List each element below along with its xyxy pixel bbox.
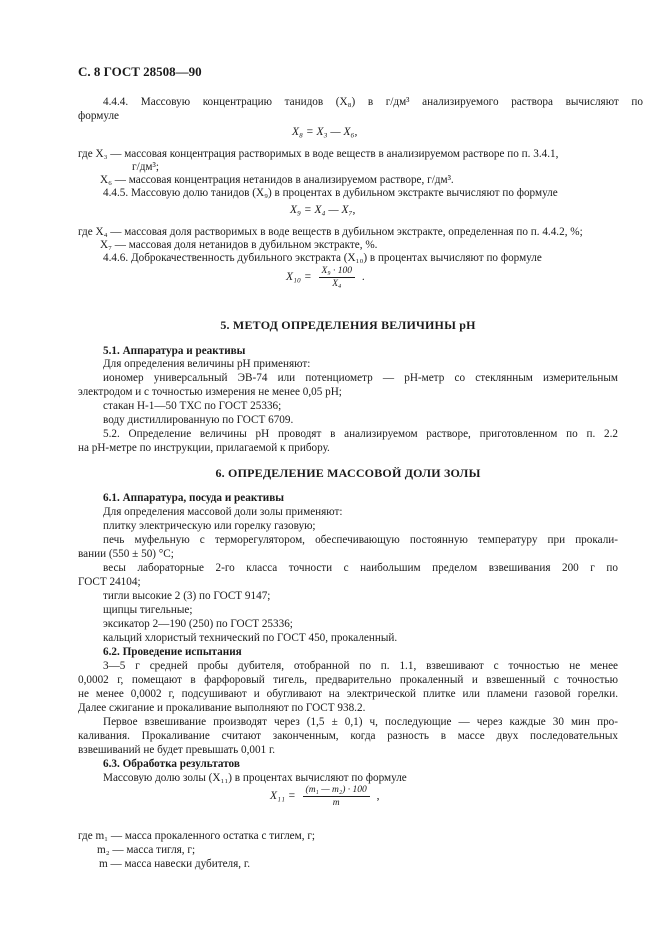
formula-tail: ,: [376, 790, 380, 803]
where-line: X₆ — массовая концентрация нетанидов в анализируемом растворе, г/дм³.: [100, 174, 454, 186]
formula-x11: [270, 785, 380, 808]
paragraph-text: иономер универсальный ЭВ-74 или потенциометр — pH-метр со стеклянным измерительным: [103, 372, 618, 384]
section-6-heading: 6. ОПРЕДЕЛЕНИЕ МАССОВОЙ ДОЛИ ЗОЛЫ: [215, 466, 481, 480]
paragraph-text: кальций хлористый технический по ГОСТ 450, прокаленный.: [103, 632, 398, 644]
paragraph-4-4-4: 4.4.4. Массовую концентрацию танидов (X₈) в г/дм³ анализируемого раствора вычисляют по: [103, 96, 643, 108]
formula-x8: X₈ = X₃ — X₆,: [292, 126, 358, 138]
formula-x10: [286, 266, 365, 289]
paragraph-text: 0,0002 г, помещают в фарфоровый тигель, предварительно прокаленный и взвешенный с точностью: [78, 674, 618, 686]
where-line: m — масса навески дубителя, г.: [99, 858, 250, 870]
paragraph-text: на pH-метре по инструкции, прилагаемой к прибору.: [78, 442, 330, 454]
paragraph-text: Для определения массовой доли золы применяют:: [103, 506, 343, 518]
paragraph-text: воду дистиллированную по ГОСТ 6709.: [103, 414, 294, 426]
fraction: [303, 785, 370, 808]
where-line: где X₃ — массовая концентрация растворимых в воде веществ в анализируемом растворе по п. 3.4.1,: [78, 148, 559, 160]
paragraph-text: 3—5 г средней пробы дубителя, отобранной по п. 1.1, взвешивают с точностью не менее: [103, 660, 618, 672]
paragraph-text: Первое взвешивание производят через (1,5 ± 0,1) ч, последующие — через каждые 30 мин про-: [103, 716, 618, 728]
fraction: [319, 266, 355, 289]
where-line: m₂ — масса тигля, г;: [97, 844, 196, 856]
subsection-6-3-heading: 6.3. Обработка результатов: [103, 758, 240, 770]
paragraph-text: Массовую долю золы (X₁₁) в процентах вычисляют по формуле: [103, 772, 407, 784]
where-line: где m₁ — масса прокаленного остатка с тиглем, г;: [78, 830, 316, 842]
subsection-6-1-heading: 6.1. Аппаратура, посуда и реактивы: [103, 492, 285, 504]
where-line: X₇ — массовая доля нетанидов в дубильном экстракте, %.: [100, 239, 378, 251]
paragraph-5-2: 5.2. Определение величины pH проводят в анализируемом растворе, приготовленном по п. 2.2: [103, 428, 618, 440]
formula-x9: X₉ = X₄ — X₇,: [290, 204, 356, 216]
paragraph-text: вании (550 ± 50) °С;: [78, 548, 174, 560]
formula-lhs: X₁₁ =: [270, 790, 296, 803]
paragraph-text: печь муфельную с терморегулятором, обеспечивающую постоянную температуру при прокали-: [103, 534, 618, 546]
paragraph-text: тигли высокие 2 (3) по ГОСТ 9147;: [103, 590, 271, 602]
subsection-6-2-heading: 6.2. Проведение испытания: [103, 646, 242, 658]
paragraph-text: ГОСТ 24104;: [78, 576, 141, 588]
fraction-numerator: X₉ · 100: [319, 266, 355, 278]
paragraph-text: формуле: [78, 110, 119, 122]
fraction-numerator: (m₁ — m₂) · 100: [303, 785, 370, 797]
page-header: С. 8 ГОСТ 28508—90: [78, 64, 202, 79]
paragraph-text: эксикатор 2—190 (250) по ГОСТ 25336;: [103, 618, 293, 630]
paragraph-4-4-5: 4.4.5. Массовую долю танидов (X₉) в процентах в дубильном экстракте вычисляют по формуле: [103, 187, 558, 199]
where-line: г/дм³;: [132, 161, 159, 173]
paragraph-text: плитку электрическую или горелку газовую;: [103, 520, 316, 532]
paragraph-text: Для определения величины pH применяют:: [103, 358, 311, 370]
fraction-denominator: X₄: [332, 279, 342, 289]
paragraph-text: не менее 0,0002 г, подсушивают и обугливают на электрической плитке или пламени газовой горелки.: [78, 688, 618, 700]
formula-tail: .: [361, 271, 365, 284]
paragraph-text: каливания. Прокаливание считают законченным, когда разность в массе двух последовательных: [78, 730, 618, 742]
formula-lhs: X₁₀ =: [286, 271, 312, 284]
where-line: где X₄ — массовая доля растворимых в воде веществ в дубильном экстракте, определенная по п. 4.4.2, %;: [78, 226, 583, 238]
subsection-5-1-heading: 5.1. Аппаратура и реактивы: [103, 345, 246, 357]
paragraph-4-4-6: 4.4.6. Доброкачественность дубильного экстракта (X₁₀) в процентах вычисляют по формуле: [103, 252, 542, 264]
paragraph-text: электродом и с точностью измерения не менее 0,05 pH;: [78, 386, 342, 398]
paragraph-text: Далее сжигание и прокаливание выполняют по ГОСТ 938.2.: [78, 702, 366, 714]
paragraph-text: взвешиваний не будет превышать 0,001 г.: [78, 744, 276, 756]
section-5-heading: 5. МЕТОД ОПРЕДЕЛЕНИЯ ВЕЛИЧИНЫ pH: [220, 318, 476, 332]
paragraph-text: щипцы тигельные;: [103, 604, 193, 616]
paragraph-text: стакан Н-1—50 ТХС по ГОСТ 25336;: [103, 400, 282, 412]
paragraph-text: весы лабораторные 2-го класса точности с наибольшим пределом взвешивания 200 г по: [103, 562, 618, 574]
fraction-denominator: m: [332, 798, 340, 808]
